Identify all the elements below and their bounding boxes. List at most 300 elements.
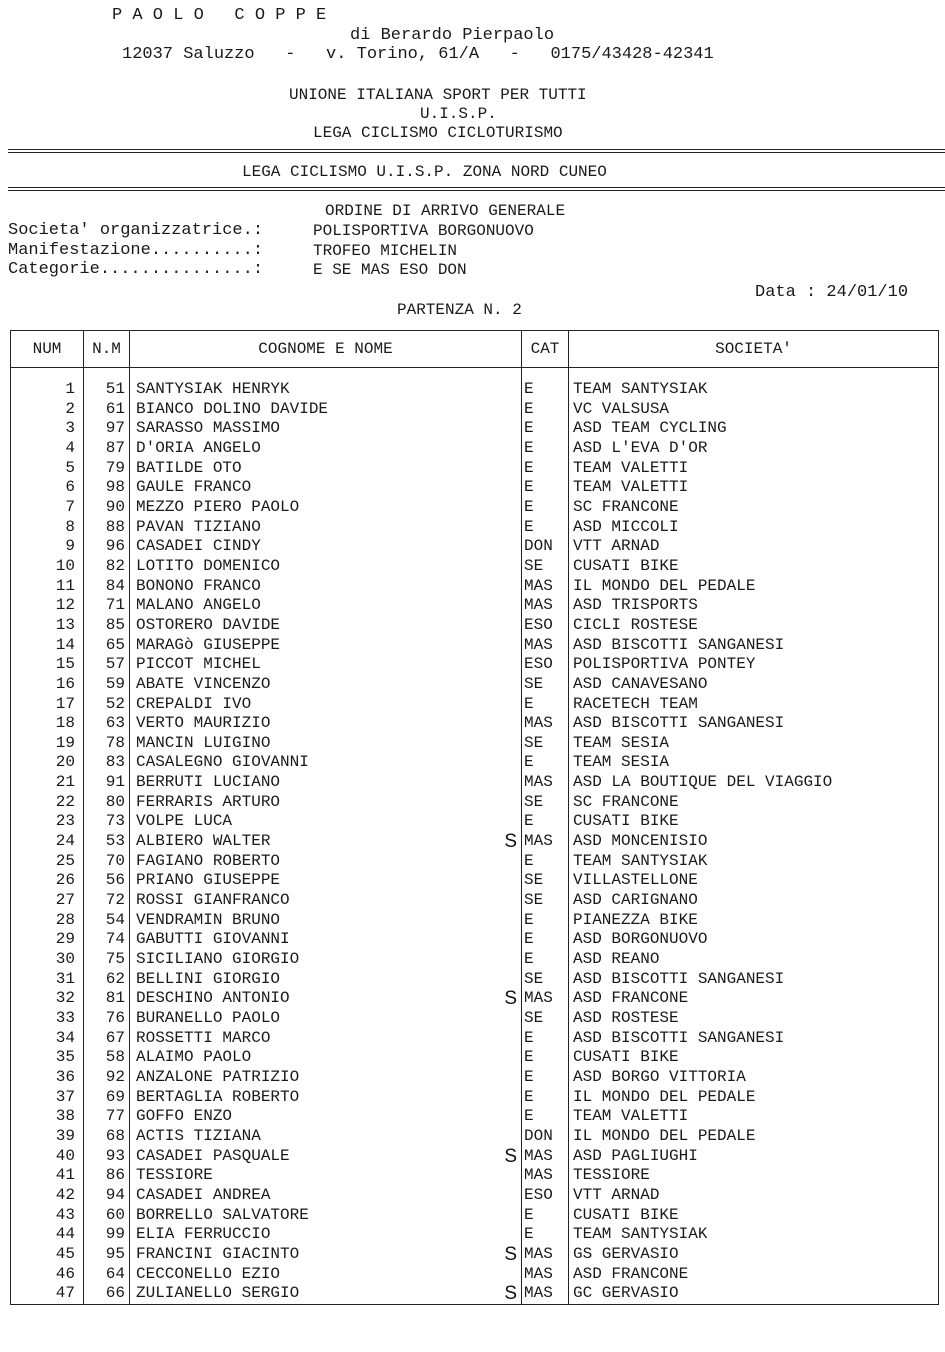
cell-num: 3 (11, 419, 84, 439)
cell-cat: E (522, 459, 569, 479)
table-row (11, 852, 939, 872)
cell-name (130, 655, 522, 675)
cell-societa: GS GERVASIO (569, 1245, 939, 1265)
cell-societa: SC FRANCONE (569, 793, 939, 813)
handwritten-mark: S (504, 1145, 517, 1167)
cell-nm: 88 (84, 518, 130, 538)
cell-societa: ASD MICCOLI (569, 518, 939, 538)
cell-nm: 64 (84, 1265, 130, 1285)
company-name: P A O L O C O P P E (112, 6, 327, 25)
cell-name-text: CASADEI PASQUALE (136, 1146, 290, 1165)
cell-cat: SE (522, 734, 569, 754)
cell-num: 5 (11, 459, 84, 479)
table-row (11, 1127, 939, 1147)
cell-num: 46 (11, 1265, 84, 1285)
cell-cat: MAS (522, 1265, 569, 1285)
cell-societa: ASD BISCOTTI SANGANESI (569, 714, 939, 734)
cell-num: 31 (11, 970, 84, 990)
cell-name-text: BURANELLO PAOLO (136, 1009, 281, 1027)
cell-nm: 71 (84, 596, 130, 616)
table-row (11, 695, 939, 715)
cell-name-text: BERRUTI LUCIANO (136, 773, 281, 792)
table-row (11, 1245, 939, 1265)
cell-num: 19 (11, 734, 84, 754)
table-row (11, 1225, 939, 1245)
org-line-3: LEGA CICLISMO CICLOTURISMO (313, 124, 563, 142)
handwritten-mark: S (504, 988, 517, 1010)
cell-cat: ESO (522, 655, 569, 675)
cell-num: 23 (11, 812, 84, 832)
cell-name-text: ROSSETTI MARCO (136, 1028, 271, 1047)
cell-name (130, 596, 522, 616)
cell-societa: ASD REANO (569, 950, 939, 970)
cell-name-text: BONONO FRANCO (136, 576, 261, 595)
cell-num: 32 (11, 989, 84, 1009)
cell-name-text: LOTITO DOMENICO (136, 556, 281, 575)
cell-nm: 96 (84, 537, 130, 557)
cell-nm: 92 (84, 1068, 130, 1088)
cell-name-text: BIANCO DOLINO DAVIDE (136, 399, 329, 418)
cell-num: 27 (11, 891, 84, 911)
cell-cat: E (522, 753, 569, 773)
cell-name-text: VENDRAMIN BRUNO (136, 910, 281, 929)
cell-societa: ASD L'EVA D'OR (569, 439, 939, 459)
field-manif-value: TROFEO MICHELIN (313, 242, 458, 260)
cell-cat: E (522, 695, 569, 715)
cell-societa: TEAM SESIA (569, 753, 939, 773)
cell-nm: 76 (84, 1009, 130, 1029)
cell-cat: E (522, 1225, 569, 1245)
cell-name (130, 1088, 522, 1108)
table-row (11, 537, 939, 557)
cell-num: 39 (11, 1127, 84, 1147)
cell-name-text: CECCONELLO EZIO (136, 1264, 281, 1283)
cell-num: 24 (11, 832, 84, 852)
table-row (11, 1107, 939, 1127)
cell-cat: E (522, 1029, 569, 1049)
cell-nm: 57 (84, 655, 130, 675)
cell-nm: 99 (84, 1225, 130, 1245)
cell-num: 6 (11, 478, 84, 498)
cell-name-text: ACTIS TIZIANA (136, 1126, 261, 1145)
cell-name-text: FERRARIS ARTURO (136, 792, 281, 811)
cell-name-text: SICILIANO GIORGIO (136, 950, 300, 969)
table-row (11, 773, 939, 793)
cell-name-text: ZULIANELLO SERGIO (136, 1284, 300, 1303)
cell-name-text: BORRELLO SALVATORE (136, 1205, 309, 1224)
col-nm-header: N.M (84, 331, 130, 368)
cell-societa: IL MONDO DEL PEDALE (569, 1127, 939, 1147)
cell-nm: 74 (84, 930, 130, 950)
cell-cat: E (522, 439, 569, 459)
cell-num: 21 (11, 773, 84, 793)
cell-nm: 83 (84, 753, 130, 773)
cell-num: 16 (11, 675, 84, 695)
cell-name-text: ALAIMO PAOLO (136, 1048, 252, 1067)
field-categorie-label: Categorie...............: (8, 260, 264, 279)
cell-num: 34 (11, 1029, 84, 1049)
cell-cat: E (522, 498, 569, 518)
company-address: 12037 Saluzzo - v. Torino, 61/A - 0175/43428-42341 (122, 45, 714, 64)
cell-name (130, 1245, 522, 1265)
cell-societa: ASD CANAVESANO (569, 675, 939, 695)
table-row (11, 557, 939, 577)
cell-cat: SE (522, 557, 569, 577)
table-row (11, 636, 939, 656)
cell-name (130, 1068, 522, 1088)
cell-name (130, 753, 522, 773)
cell-nm: 80 (84, 793, 130, 813)
cell-nm: 90 (84, 498, 130, 518)
table-row (11, 439, 939, 459)
table-row (11, 1048, 939, 1068)
table-row (11, 518, 939, 538)
cell-name (130, 930, 522, 950)
cell-cat: E (522, 478, 569, 498)
field-manif-label: Manifestazione..........: (8, 241, 264, 260)
cell-num: 18 (11, 714, 84, 734)
org-line-1: UNIONE ITALIANA SPORT PER TUTTI (289, 86, 587, 104)
cell-cat: E (522, 1206, 569, 1226)
cell-name-text: SANTYSIAK HENRYK (136, 380, 290, 398)
cell-name-text: VOLPE LUCA (136, 812, 233, 831)
cell-name (130, 1029, 522, 1049)
cell-nm: 94 (84, 1186, 130, 1206)
cell-name (130, 793, 522, 813)
cell-cat: MAS (522, 1166, 569, 1186)
cell-num: 8 (11, 518, 84, 538)
cell-societa: ASD LA BOUTIQUE DEL VIAGGIO (569, 773, 939, 793)
cell-nm: 84 (84, 577, 130, 597)
table-row (11, 459, 939, 479)
cell-nm: 61 (84, 400, 130, 420)
cell-num: 29 (11, 930, 84, 950)
cell-num: 44 (11, 1225, 84, 1245)
table-row (11, 498, 939, 518)
cell-nm: 69 (84, 1088, 130, 1108)
cell-societa: IL MONDO DEL PEDALE (569, 1088, 939, 1108)
cell-name (130, 1166, 522, 1186)
cell-name (130, 478, 522, 498)
cell-societa: ASD BISCOTTI SANGANESI (569, 1029, 939, 1049)
cell-name-text: MANCIN LUIGINO (136, 733, 271, 752)
cell-num: 13 (11, 616, 84, 636)
cell-name (130, 419, 522, 439)
cell-name-text: CASADEI CINDY (136, 537, 261, 556)
cell-name (130, 400, 522, 420)
cell-nm: 58 (84, 1048, 130, 1068)
cell-name-text: FRANCINI GIACINTO (136, 1244, 300, 1263)
table-row (11, 793, 939, 813)
cell-societa: IL MONDO DEL PEDALE (569, 577, 939, 597)
cell-cat: MAS (522, 636, 569, 656)
cell-num: 2 (11, 400, 84, 420)
cell-societa: ASD CARIGNANO (569, 891, 939, 911)
cell-name-text: TESSIORE (136, 1166, 213, 1185)
cell-name-text: OSTORERO DAVIDE (136, 615, 281, 634)
table-row (11, 970, 939, 990)
cell-num: 12 (11, 596, 84, 616)
col-cat-header: CAT (522, 331, 569, 368)
cell-name (130, 636, 522, 656)
table-row (11, 1206, 939, 1226)
cell-num: 33 (11, 1009, 84, 1029)
cell-name (130, 518, 522, 538)
cell-societa: TEAM VALETTI (569, 459, 939, 479)
cell-cat: E (522, 930, 569, 950)
cell-societa: ASD BORGO VITTORIA (569, 1068, 939, 1088)
table-row (11, 478, 939, 498)
cell-name-text: ABATE VINCENZO (136, 674, 271, 693)
cell-name (130, 970, 522, 990)
cell-name (130, 1186, 522, 1206)
cell-name (130, 832, 522, 852)
handwritten-mark: S (504, 1243, 517, 1265)
cell-name-text: MALANO ANGELO (136, 596, 261, 615)
cell-nm: 63 (84, 714, 130, 734)
cell-nm: 79 (84, 459, 130, 479)
cell-nm: 95 (84, 1245, 130, 1265)
cell-societa: ASD MONCENISIO (569, 832, 939, 852)
cell-name-text: CASALEGNO GIOVANNI (136, 753, 309, 772)
results-table (10, 330, 939, 1305)
cell-name-text: ROSSI GIANFRANCO (136, 891, 290, 910)
cell-name-text: D'ORIA ANGELO (136, 438, 261, 457)
cell-cat: MAS (522, 832, 569, 852)
cell-societa: TEAM SESIA (569, 734, 939, 754)
cell-name (130, 1048, 522, 1068)
table-row (11, 950, 939, 970)
cell-cat: E (522, 911, 569, 931)
cell-cat: DON (522, 537, 569, 557)
company-owner: di Berardo Pierpaolo (350, 26, 555, 45)
cell-nm: 91 (84, 773, 130, 793)
cell-cat: MAS (522, 577, 569, 597)
table-header-row (11, 331, 939, 368)
zone-title: LEGA CICLISMO U.I.S.P. ZONA NORD CUNEO (242, 163, 607, 181)
cell-societa: GC GERVASIO (569, 1284, 939, 1304)
cell-num: 26 (11, 871, 84, 891)
col-soc-header: SOCIETA' (569, 331, 939, 368)
org-line-2: U.I.S.P. (420, 105, 497, 123)
table-row (11, 1088, 939, 1108)
cell-num: 30 (11, 950, 84, 970)
cell-name-text: PRIANO GIUSEPPE (136, 871, 281, 890)
cell-name (130, 1265, 522, 1285)
cell-name (130, 812, 522, 832)
report-date: Data : 24/01/10 (755, 283, 909, 302)
table-row (11, 400, 939, 420)
cell-nm: 52 (84, 695, 130, 715)
table-row (11, 675, 939, 695)
cell-num: 41 (11, 1166, 84, 1186)
cell-societa: CUSATI BIKE (569, 1048, 939, 1068)
cell-num: 11 (11, 577, 84, 597)
cell-name (130, 459, 522, 479)
cell-cat: MAS (522, 989, 569, 1009)
cell-nm: 62 (84, 970, 130, 990)
cell-societa: TESSIORE (569, 1166, 939, 1186)
cell-cat: MAS (522, 773, 569, 793)
cell-cat: MAS (522, 1147, 569, 1167)
table-row (11, 753, 939, 773)
cell-societa: CUSATI BIKE (569, 1206, 939, 1226)
cell-nm: 66 (84, 1284, 130, 1304)
cell-name (130, 439, 522, 459)
cell-cat: E (522, 812, 569, 832)
cell-nm: 72 (84, 891, 130, 911)
cell-cat: MAS (522, 714, 569, 734)
partenza-label: PARTENZA N. 2 (397, 301, 522, 319)
cell-name (130, 675, 522, 695)
cell-num: 47 (11, 1284, 84, 1304)
cell-nm: 67 (84, 1029, 130, 1049)
cell-cat: DON (522, 1127, 569, 1147)
cell-cat: MAS (522, 596, 569, 616)
cell-num: 4 (11, 439, 84, 459)
cell-name (130, 1225, 522, 1245)
cell-num: 9 (11, 537, 84, 557)
cell-nm: 70 (84, 852, 130, 872)
cell-cat: MAS (522, 1245, 569, 1265)
cell-societa: ASD TEAM CYCLING (569, 419, 939, 439)
cell-name (130, 989, 522, 1009)
cell-nm: 51 (84, 368, 130, 400)
cell-societa: ASD TRISPORTS (569, 596, 939, 616)
cell-cat: E (522, 852, 569, 872)
table-row (11, 714, 939, 734)
cell-name (130, 871, 522, 891)
cell-name (130, 498, 522, 518)
cell-societa: VTT ARNAD (569, 537, 939, 557)
table-row (11, 734, 939, 754)
cell-cat: ESO (522, 616, 569, 636)
cell-cat: SE (522, 1009, 569, 1029)
cell-societa: ASD BISCOTTI SANGANESI (569, 636, 939, 656)
cell-name (130, 577, 522, 597)
cell-name-text: GAULE FRANCO (136, 478, 252, 497)
cell-cat: SE (522, 970, 569, 990)
table-row (11, 1166, 939, 1186)
cell-nm: 77 (84, 1107, 130, 1127)
cell-nm: 68 (84, 1127, 130, 1147)
cell-nm: 56 (84, 871, 130, 891)
cell-num: 1 (11, 368, 84, 400)
cell-societa: SC FRANCONE (569, 498, 939, 518)
cell-cat: E (522, 1048, 569, 1068)
cell-cat: SE (522, 871, 569, 891)
cell-nm: 54 (84, 911, 130, 931)
cell-num: 37 (11, 1088, 84, 1108)
cell-societa: ASD BISCOTTI SANGANESI (569, 970, 939, 990)
table-row (11, 930, 939, 950)
cell-cat: MAS (522, 1284, 569, 1304)
cell-num: 17 (11, 695, 84, 715)
cell-name (130, 368, 522, 400)
cell-nm: 78 (84, 734, 130, 754)
cell-societa: VC VALSUSA (569, 400, 939, 420)
cell-societa: POLISPORTIVA PONTEY (569, 655, 939, 675)
cell-societa: ASD FRANCONE (569, 989, 939, 1009)
cell-name-text: PAVAN TIZIANO (136, 517, 261, 536)
table-row (11, 871, 939, 891)
cell-societa: VILLASTELLONE (569, 871, 939, 891)
cell-name (130, 695, 522, 715)
cell-nm: 82 (84, 557, 130, 577)
cell-num: 10 (11, 557, 84, 577)
cell-societa: CUSATI BIKE (569, 812, 939, 832)
cell-name (130, 950, 522, 970)
col-name-header: COGNOME E NOME (130, 331, 522, 368)
cell-num: 36 (11, 1068, 84, 1088)
cell-num: 20 (11, 753, 84, 773)
cell-num: 25 (11, 852, 84, 872)
cell-societa: ASD BORGONUOVO (569, 930, 939, 950)
cell-name (130, 852, 522, 872)
cell-name-text: ALBIERO WALTER (136, 832, 271, 851)
field-societa-value: POLISPORTIVA BORGONUOVO (313, 222, 534, 240)
cell-name (130, 616, 522, 636)
cell-name-text: BERTAGLIA ROBERTO (136, 1087, 300, 1106)
cell-name-text: MEZZO PIERO PAOLO (136, 497, 300, 516)
field-societa-label: Societa' organizzatrice.: (8, 221, 264, 240)
cell-societa: TEAM SANTYSIAK (569, 1225, 939, 1245)
cell-num: 14 (11, 636, 84, 656)
table-row (11, 1186, 939, 1206)
cell-cat: E (522, 419, 569, 439)
table-row (11, 1009, 939, 1029)
cell-nm: 75 (84, 950, 130, 970)
cell-name (130, 1009, 522, 1029)
table-row (11, 1068, 939, 1088)
cell-societa: VTT ARNAD (569, 1186, 939, 1206)
cell-cat: SE (522, 675, 569, 695)
cell-num: 22 (11, 793, 84, 813)
cell-cat: E (522, 400, 569, 420)
cell-name-text: DESCHINO ANTONIO (136, 989, 290, 1008)
cell-name-text: ELIA FERRUCCIO (136, 1225, 271, 1244)
cell-name (130, 773, 522, 793)
cell-nm: 86 (84, 1166, 130, 1186)
cell-name-text: BATILDE OTO (136, 458, 242, 477)
divider-bottom (8, 187, 945, 191)
cell-nm: 85 (84, 616, 130, 636)
cell-name-text: GOFFO ENZO (136, 1107, 233, 1126)
cell-cat: E (522, 1068, 569, 1088)
report-title: ORDINE DI ARRIVO GENERALE (325, 202, 566, 220)
cell-cat: E (522, 950, 569, 970)
cell-societa: ASD FRANCONE (569, 1265, 939, 1285)
cell-name-text: CREPALDI IVO (136, 694, 252, 713)
cell-nm: 81 (84, 989, 130, 1009)
cell-cat: SE (522, 891, 569, 911)
handwritten-mark: S (504, 1283, 517, 1305)
cell-societa: TEAM SANTYSIAK (569, 852, 939, 872)
cell-name-text: MARAGò GIUSEPPE (136, 635, 281, 654)
cell-name (130, 911, 522, 931)
table-row (11, 1265, 939, 1285)
cell-name-text: VERTO MAURIZIO (136, 714, 271, 733)
cell-name (130, 734, 522, 754)
cell-name (130, 1284, 522, 1304)
table-row (11, 1284, 939, 1304)
cell-nm: 60 (84, 1206, 130, 1226)
cell-societa: TEAM SANTYSIAK (569, 368, 939, 400)
handwritten-mark: S (504, 831, 517, 853)
cell-name (130, 537, 522, 557)
cell-name (130, 557, 522, 577)
table-row (11, 616, 939, 636)
